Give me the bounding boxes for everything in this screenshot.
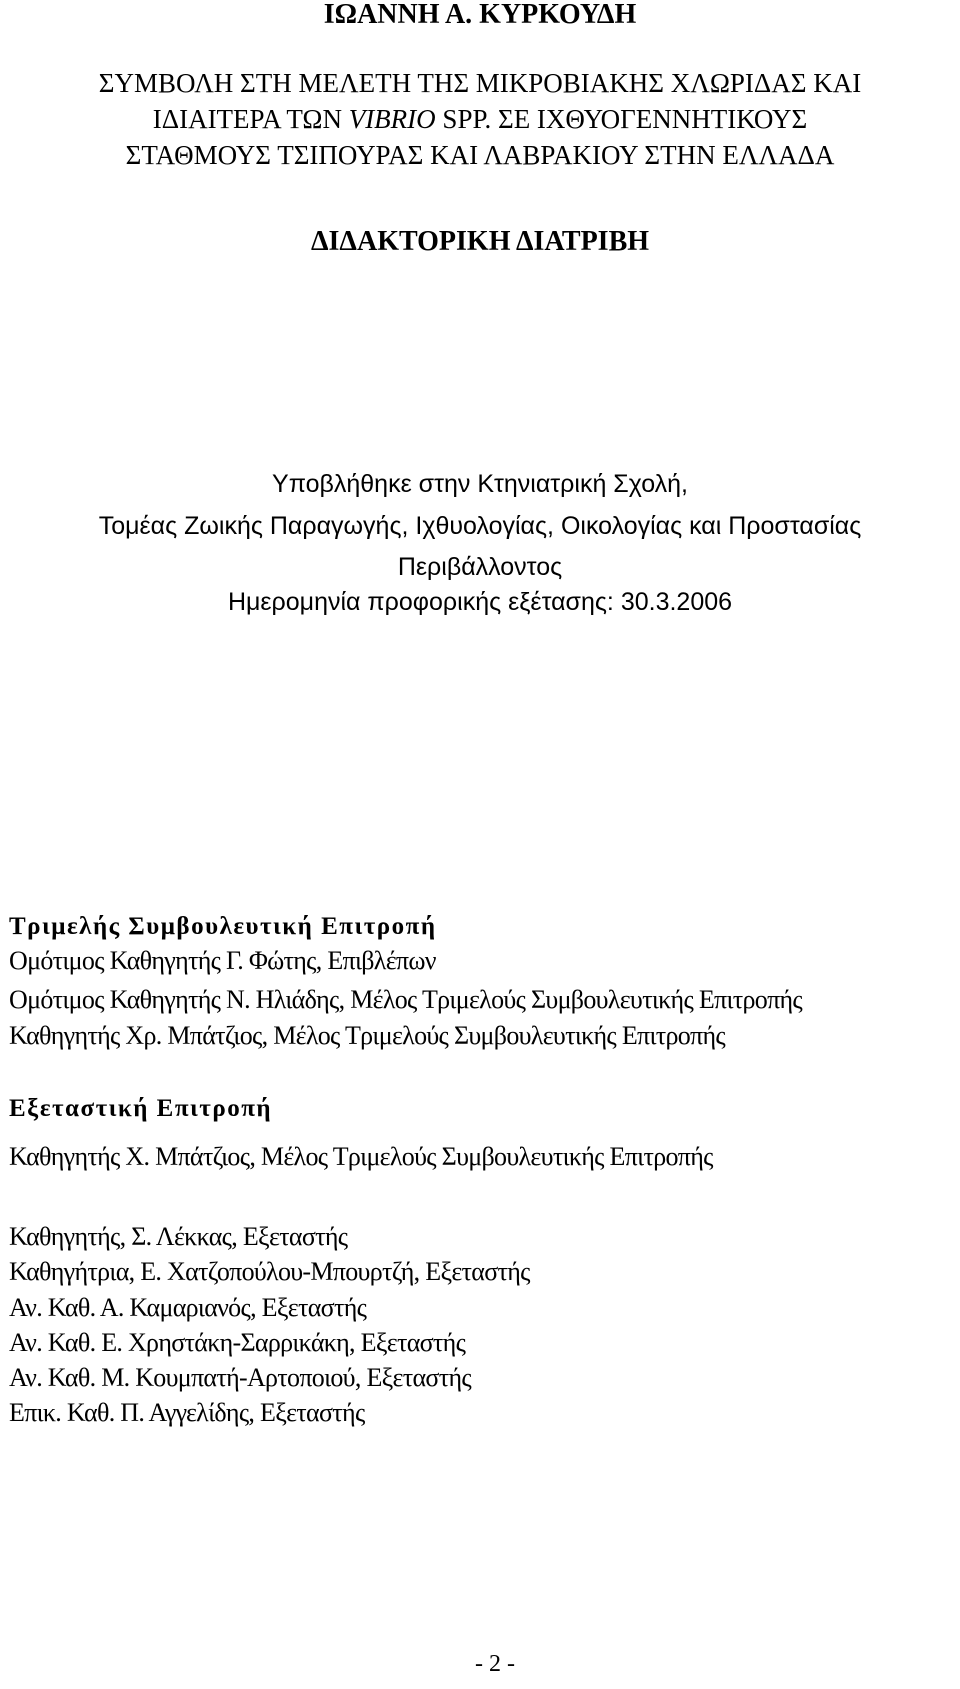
examiner: Αν. Καθ. Μ. Κουμπατή-Αρτοποιού, Εξεταστής (9, 1363, 471, 1392)
advisory-committee-heading: Τριμελής Συμβουλευτική Επιτροπή (9, 913, 437, 940)
advisory-member: Καθηγητής Χρ. Μπάτζιος, Μέλος Τριμελούς Συμβουλευτικής Επιτροπής (9, 1021, 725, 1050)
thesis-title-line-1: ΣΥΜΒΟΛΗ ΣΤΗ ΜΕΛΕΤΗ ΤΗΣ ΜΙΚΡΟΒΙΑΚΗΣ ΧΛΩΡΙΔΑΣ ΚΑΙ (98, 68, 862, 98)
thesis-title-line-3: ΣΤΑΘΜΟΥΣ ΤΣΙΠΟΥΡΑΣ ΚΑΙ ΛΑΒΡΑΚΙΟΥ ΣΤΗΝ ΕΛΛΑΔΑ (125, 140, 835, 170)
title-line-2-prefix: ΙΔΙΑΙΤΕΡΑ ΤΩΝ (152, 104, 349, 134)
examiner: Αν. Καθ. Α. Καμαριανός, Εξεταστής (9, 1293, 367, 1322)
thesis-title-line-2 (0, 101, 960, 137)
author-name: ΙΩΑΝΝΗ Α. ΚΥΡΚΟΥΔΗ (323, 0, 637, 30)
examiner: Επικ. Καθ. Π. Αγγελίδης, Εξεταστής (9, 1398, 365, 1427)
examiner: Καθηγήτρια, Ε. Χατζοπούλου-Μπουρτζή, Εξεταστής (9, 1257, 530, 1286)
title-line-2-suffix: SPP. ΣΕ ΙΧΘΥΟΓΕΝΝΗΤΙΚΟΥΣ (435, 104, 808, 134)
submission-school: Υποβλήθηκε στην Κτηνιατρική Σχολή, (272, 470, 688, 498)
examiner: Αν. Καθ. Ε. Χρηστάκη-Σαρρικάκη, Εξεταστής (9, 1328, 466, 1357)
advisory-member: Ομότιμος Καθηγητής Ν. Ηλιάδης, Μέλος Τριμελούς Συμβουλευτικής Επιτροπής (9, 985, 802, 1014)
submission-department: Τομέας Ζωικής Παραγωγής, Ιχθυολογίας, Οικολογίας και Προστασίας (98, 512, 862, 540)
title-genus-italic: VIBRIO (348, 104, 436, 134)
page-number: - 2 - (475, 1651, 515, 1677)
examination-committee-heading: Εξεταστική Επιτροπή (9, 1095, 273, 1122)
examiner: Καθηγητής, Σ. Λέκκας, Εξεταστής (9, 1222, 348, 1251)
advisory-member: Ομότιμος Καθηγητής Γ. Φώτης, Επιβλέπων (9, 946, 436, 975)
examination-chair: Καθηγητής Χ. Μπάτζιος, Μέλος Τριμελούς Συμβουλευτικής Επιτροπής (9, 1142, 713, 1171)
document-type: ΔΙΔΑΚΤΟΡΙΚΗ ΔΙΑΤΡΙΒΗ (310, 226, 650, 257)
exam-date: Ημερομηνία προφορικής εξέτασης: 30.3.2006 (227, 588, 733, 616)
submission-department-cont: Περιβάλλοντος (397, 553, 563, 581)
